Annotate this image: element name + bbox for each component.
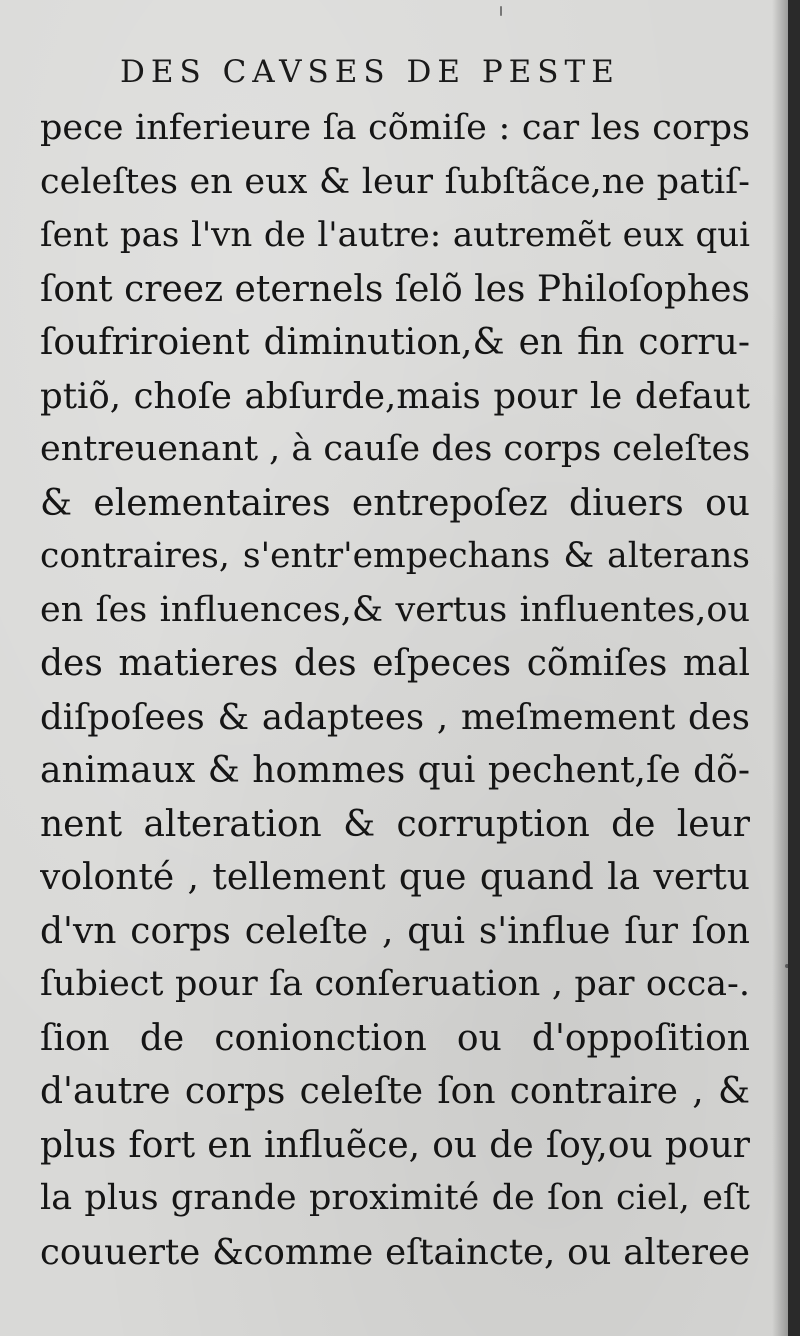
text-line: plus fort en influẽce, ou de ſoy,ou pour xyxy=(40,1124,750,1166)
text-line: d'vn corps celeſte , qui s'influe ſur ſon xyxy=(40,910,750,952)
text-line: nent alteration & corruption de leur xyxy=(40,803,750,845)
text-line: la plus grande proximité de ſon ciel, eſt xyxy=(40,1178,750,1218)
text-line: des matieres des eſpeces cõmiſes mal xyxy=(40,643,750,684)
paper-speck xyxy=(500,6,502,16)
text-line: ſont creez eternels ſelõ les Philoſophes xyxy=(40,268,750,310)
text-line: en ſes influences,& vertus influentes,ou xyxy=(40,589,750,630)
body-text xyxy=(40,102,750,1279)
text-line: ſion de conionction ou d'oppoſition xyxy=(40,1017,750,1059)
text-line: ſent pas l'vn de l'autre: autremẽt eux qui xyxy=(40,215,750,255)
text-line: contraires, s'entr'empechans & alterans xyxy=(40,536,750,576)
page-edge-shadow xyxy=(772,0,788,1336)
text-line: ſoufriroient diminution,& en fin corru- xyxy=(40,322,750,363)
text-line: entreuenant , à cauſe des corps celeſtes xyxy=(40,429,750,469)
text-line: ſubiect pour ſa conſeruation , par occa-. xyxy=(40,964,750,1004)
text-line: d'autre corps celeſte ſon contraire , & xyxy=(40,1071,750,1112)
text-line: celeſtes en eux & leur ſubſtãce,ne patiſ- xyxy=(40,161,750,202)
text-line: animaux & hommes qui pechent,ſe dõ- xyxy=(40,750,750,791)
text-line: diſpoſees & adaptees , meſmement des xyxy=(40,696,750,738)
text-line: pece inferieure ſa cõmiſe : car les corps xyxy=(40,108,750,148)
text-line: couuerte &comme eſtaincte, ou alteree xyxy=(40,1231,750,1273)
text-line: ptiõ, choſe abſurde,mais pour le defaut xyxy=(40,375,750,417)
text-line: volonté , tellement que quand la vertu xyxy=(40,857,750,898)
running-head: DES CAVSES DE PESTE xyxy=(120,54,620,90)
text-line: & elementaires entrepoſez diuers ou xyxy=(40,482,750,524)
